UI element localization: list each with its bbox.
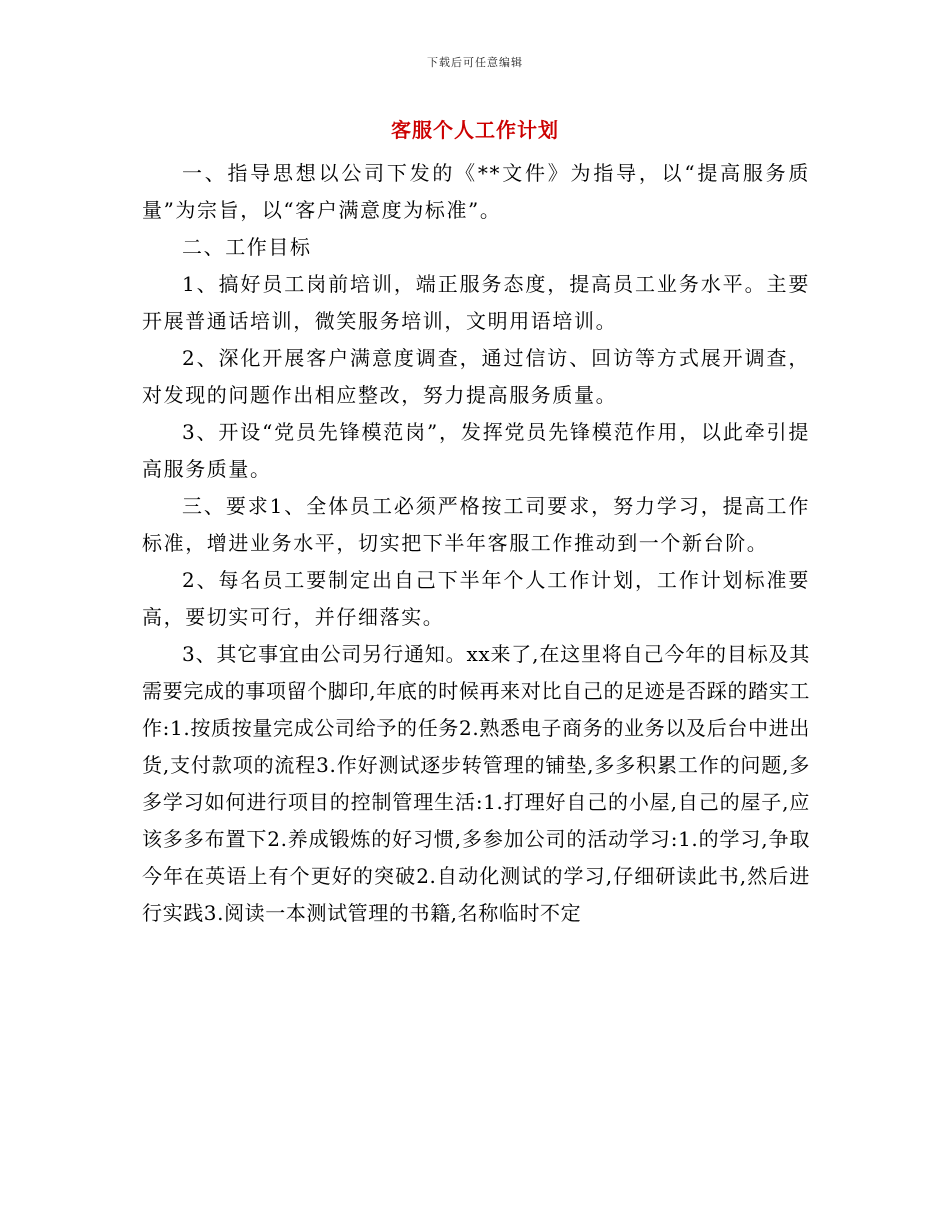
paragraph-guiding-idea: 一、指导思想以公司下发的《**文件》为指导，以“提高服务质量”为宗旨，以“客户满意度为标准”。: [142, 161, 810, 222]
paragraph-goal-2: 2、深化开展客户满意度调查，通过信访、回访等方式展开调查，对发现的问题作出相应整改，努力提高服务质量。: [142, 346, 810, 407]
paragraph-requirement-3: 3、其它事宜由公司另行通知。xx来了,在这里将自己今年的目标及其需要完成的事项留个脚印,年底的时候再来对比自己的足迹是否踩的踏实工作:1.按质按量完成公司给予的任务2.熟悉电子商务的业务以及后台中进出货,支付款项的流程3.作好测试逐步转管理的铺垫,多多积累工作的问题,多多学习如何进行项目的控制管理生活:1.打理好自己的小屋,自己的屋子,应该多多布置下2.养成锻炼的好习惯,多参加公司的活动学习:1.的学习,争取今年在英语上有个更好的突破2.自动化测试的学习,仔细研读此书,然后进行实践3.阅读一本测试管理的书籍,名称临时不定: [142, 642, 810, 925]
header-note: 下载后可任意编辑: [427, 56, 523, 69]
paragraph-requirement-1: 三、要求1、全体员工必须严格按工司要求，努力学习，提高工作标准，增进业务水平，切实把下半年客服工作推动到一个新台阶。: [142, 494, 810, 555]
document-body: [142, 155, 810, 932]
paragraph-goal-1: 1、搞好员工岗前培训，端正服务态度，提高员工业务水平。主要开展普通话培训，微笑服务培训，文明用语培训。: [142, 272, 810, 333]
paragraph-work-goals-heading: 二、工作目标: [182, 235, 312, 259]
paragraph-requirement-2: 2、每名员工要制定出自己下半年个人工作计划，工作计划标准要高，要切实可行，并仔细落实。: [142, 568, 810, 629]
document-title: 客服个人工作计划: [391, 118, 559, 142]
paragraph-goal-3: 3、开设“党员先锋模范岗”，发挥党员先锋模范作用，以此牵引提高服务质量。: [142, 420, 810, 481]
